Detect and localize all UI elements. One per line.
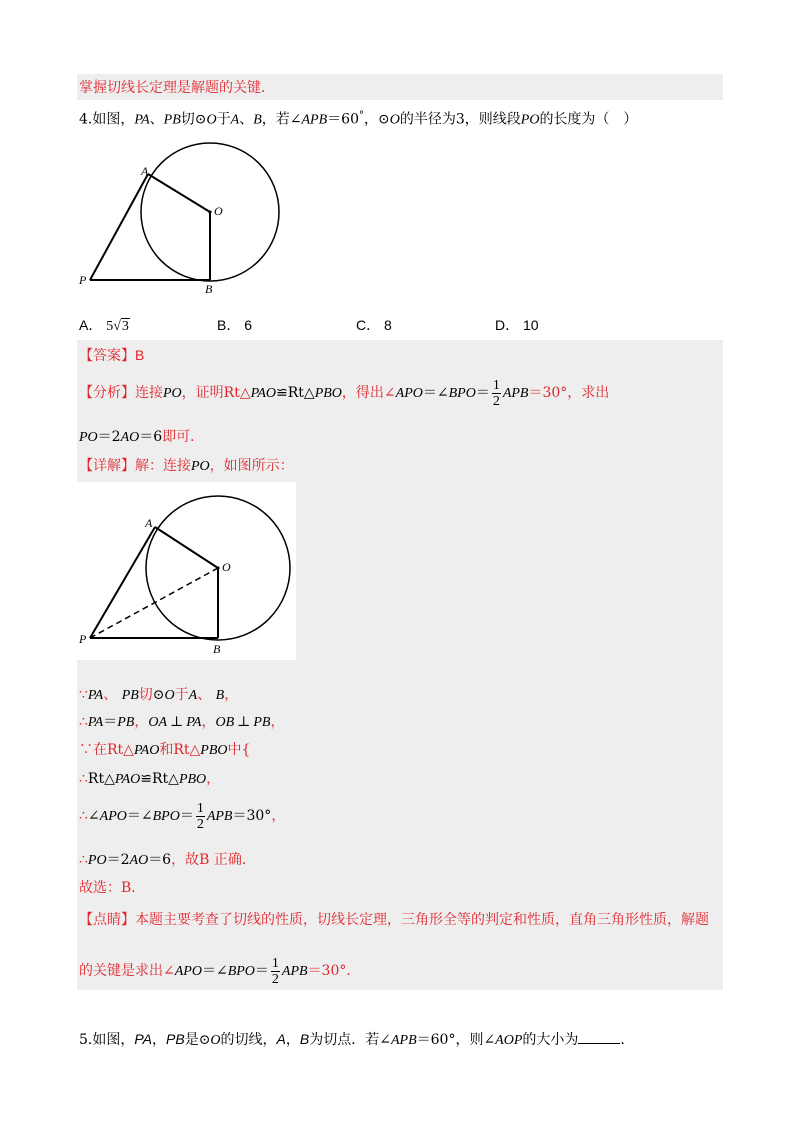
detail-text: 解：连接 bbox=[135, 458, 191, 474]
q4-var: PA bbox=[134, 112, 150, 128]
brace-symbol: { bbox=[241, 742, 251, 758]
center-point bbox=[208, 210, 211, 213]
analysis-text: ≌Rt△ bbox=[276, 385, 315, 401]
option-radicand: 3 bbox=[121, 319, 129, 334]
proof-text: ＝∠ bbox=[126, 808, 153, 824]
comment-line-2 bbox=[79, 955, 360, 988]
analysis-var: BPO bbox=[448, 386, 476, 401]
q5-text: 如图， bbox=[92, 1032, 135, 1048]
option-d bbox=[495, 316, 539, 334]
q4-var: O bbox=[206, 112, 217, 128]
option-c bbox=[356, 316, 392, 334]
q4-text: 、 bbox=[239, 111, 254, 128]
proof-text: ， bbox=[134, 714, 149, 730]
analysis-text: ＝30°，求出 bbox=[528, 385, 610, 401]
q4-var: B bbox=[253, 112, 262, 128]
q4-text: ，若∠ bbox=[261, 111, 302, 128]
proof-var: PBO bbox=[200, 743, 228, 758]
q4-var: O bbox=[389, 112, 400, 128]
q5-var: B bbox=[299, 1031, 310, 1047]
circle-symbol: ⊙ bbox=[152, 687, 165, 703]
circle-symbol: ⊙ bbox=[377, 111, 390, 128]
option-key: B． bbox=[217, 317, 241, 333]
proof-text: 和Rt△ bbox=[159, 742, 201, 758]
label-P: P bbox=[79, 632, 87, 646]
comment-tag: 【点睛】 bbox=[79, 912, 135, 928]
analysis-text: ＝2 bbox=[97, 429, 121, 445]
q4-text: 切 bbox=[180, 111, 195, 128]
analysis-var: PBO bbox=[314, 386, 342, 401]
proof-text: 于 bbox=[174, 687, 189, 703]
proof-var: OA bbox=[148, 715, 168, 730]
proof-text: ＝ bbox=[179, 808, 194, 824]
comment-var: BPO bbox=[227, 964, 255, 979]
fraction-half bbox=[196, 801, 205, 832]
proof-text: ， bbox=[206, 771, 221, 787]
q4-var: APB bbox=[301, 112, 328, 128]
q4-text: 、 bbox=[149, 111, 164, 128]
proof-text: ＝2 bbox=[106, 852, 130, 868]
circle-symbol: ⊙ bbox=[198, 1032, 211, 1048]
comment-text: 的关键是求出∠ bbox=[79, 963, 175, 979]
proof-line-3 bbox=[79, 741, 250, 760]
sqrt-sign: √ bbox=[113, 319, 121, 334]
proof-symbol: ∴ bbox=[79, 852, 88, 868]
tangent-PA bbox=[90, 174, 148, 280]
q5-var: AOP bbox=[495, 1033, 523, 1048]
q4-text: 如图， bbox=[92, 111, 135, 128]
analysis-tag: 【分析】 bbox=[79, 385, 135, 401]
congruent-symbol: ≌ bbox=[140, 771, 153, 787]
label-O: O bbox=[214, 204, 223, 218]
proof-text: 切 bbox=[138, 687, 153, 703]
comment-text: 本题主要考查了切线的性质，切线长定理，三角形全等的判定和性质，直角三角形性质，解题 bbox=[135, 912, 709, 928]
q5-text: ． bbox=[620, 1032, 635, 1048]
fraction-half bbox=[271, 956, 280, 987]
option-key: A． bbox=[79, 317, 103, 333]
analysis-text: 即可． bbox=[162, 429, 205, 445]
proof-var: APO bbox=[99, 809, 127, 824]
q5-var: O bbox=[210, 1033, 221, 1048]
comment-var: APB bbox=[281, 964, 308, 979]
answer-line bbox=[79, 346, 144, 365]
proof-text: ， bbox=[224, 687, 239, 703]
proof-var: PBO bbox=[178, 772, 207, 787]
q4-var: PO bbox=[520, 112, 540, 128]
analysis-text: ，得出∠ bbox=[341, 385, 396, 401]
q5-text: ＝60°，则∠ bbox=[416, 1032, 496, 1048]
analysis-var: PAO bbox=[250, 386, 277, 401]
comment-text: ＝30°． bbox=[307, 963, 361, 979]
q5-text: 的切线， bbox=[220, 1032, 277, 1048]
proof-line-1 bbox=[79, 686, 238, 705]
q4-text: 于 bbox=[216, 111, 231, 128]
q5-var: A bbox=[276, 1031, 286, 1047]
q5-stem bbox=[79, 1030, 634, 1050]
frac-den: 2 bbox=[271, 971, 279, 987]
q4-stem bbox=[79, 107, 637, 130]
q4-text: ＝60 bbox=[327, 111, 359, 128]
q5-number: 5. bbox=[79, 1032, 93, 1048]
proof-var: PAO bbox=[133, 743, 160, 758]
option-key: D． bbox=[495, 317, 520, 333]
answer-blank[interactable] bbox=[578, 1030, 620, 1044]
answer-value: B bbox=[135, 347, 145, 363]
analysis-var: APO bbox=[395, 386, 423, 401]
proof-symbol: ∵ bbox=[79, 742, 93, 758]
proof-line-6 bbox=[79, 851, 256, 870]
proof-symbol: ∴ bbox=[79, 771, 88, 787]
proof-var: PO bbox=[87, 853, 107, 868]
q4-text: 的半径为3，则线段 bbox=[399, 111, 521, 128]
proof-var: BPO bbox=[152, 809, 180, 824]
analysis-text: ＝∠ bbox=[422, 385, 449, 401]
q5-text: 是 bbox=[184, 1032, 199, 1048]
q4-figure bbox=[76, 135, 296, 300]
proof-text: 、 bbox=[197, 687, 216, 703]
proof-symbol: ∵ bbox=[79, 687, 88, 703]
q5-var: APB bbox=[390, 1033, 417, 1048]
detail-line bbox=[79, 457, 294, 476]
proof-text: ＝30° bbox=[232, 808, 272, 824]
analysis-text: ，证明Rt△ bbox=[181, 385, 251, 401]
perp-symbol: ⊥ bbox=[237, 714, 251, 730]
comment-text: ＝∠ bbox=[201, 963, 228, 979]
angle-symbol: ∠ bbox=[87, 808, 100, 824]
proof-text: Rt△ bbox=[87, 771, 115, 787]
proof-text: ＝ bbox=[103, 714, 118, 730]
option-a bbox=[79, 316, 130, 336]
choose-line: 故选：B． bbox=[79, 880, 146, 896]
analysis-line-1 bbox=[79, 377, 609, 410]
proof-text: Rt△ bbox=[152, 771, 179, 787]
option-value: 6 bbox=[244, 317, 253, 333]
proof-symbol: ∴ bbox=[79, 808, 88, 824]
proof-line-5 bbox=[79, 800, 285, 833]
q5-text: 为切点．若∠ bbox=[309, 1032, 391, 1048]
frac-num: 1 bbox=[492, 377, 500, 393]
comment-text: ＝ bbox=[254, 963, 269, 979]
comment-line-1 bbox=[79, 911, 709, 929]
proof-text: 、 bbox=[103, 687, 122, 703]
analysis-text: ＝ bbox=[475, 385, 490, 401]
q4-degree: ° bbox=[358, 110, 364, 121]
proof-var: PAO bbox=[114, 772, 141, 787]
perp-symbol: ⊥ bbox=[170, 714, 184, 730]
q5-text: ， bbox=[285, 1032, 300, 1048]
proof-symbol: ∴ bbox=[79, 714, 88, 730]
analysis-text: ＝6 bbox=[139, 429, 163, 445]
proof-text: ， bbox=[201, 714, 216, 730]
analysis-var: PO bbox=[163, 386, 182, 401]
proof-var: AO bbox=[129, 853, 149, 868]
option-value: 10 bbox=[523, 317, 539, 333]
proof-text: 在Rt△ bbox=[93, 742, 134, 758]
detail-var: PO bbox=[191, 459, 210, 474]
q4-text: ， bbox=[363, 111, 378, 128]
option-key: C． bbox=[356, 317, 381, 333]
proof-var: PB bbox=[117, 715, 135, 730]
prev-note: 掌握切线长定理是解题的关键． bbox=[79, 80, 275, 96]
analysis-var: APB bbox=[502, 386, 529, 401]
proof-var: PA bbox=[87, 715, 104, 730]
proof-var: PB bbox=[121, 688, 139, 703]
fraction-half bbox=[492, 378, 501, 409]
proof-var: PA bbox=[186, 715, 202, 730]
frac-num: 1 bbox=[196, 800, 204, 816]
answer-tag: 【答案】 bbox=[79, 348, 135, 364]
analysis-text: 连接 bbox=[135, 385, 163, 401]
comment-var: APO bbox=[174, 964, 202, 979]
q5-var: PB bbox=[166, 1031, 185, 1047]
center-point bbox=[216, 566, 219, 569]
proof-text: 中 bbox=[227, 742, 242, 758]
q5-var: PA bbox=[134, 1031, 152, 1047]
proof-var: A bbox=[188, 688, 198, 703]
detail-tag: 【详解】 bbox=[79, 458, 135, 474]
label-A: A bbox=[145, 516, 153, 530]
proof-var: APB bbox=[206, 809, 233, 824]
solution-figure bbox=[77, 482, 296, 660]
option-value: 5 bbox=[106, 319, 114, 334]
q4-text: 的长度为（ ） bbox=[539, 111, 638, 128]
radius-OA bbox=[148, 174, 210, 212]
q4-var: A bbox=[230, 112, 240, 128]
proof-line-4 bbox=[79, 770, 220, 789]
proof-text: ＝6 bbox=[148, 852, 172, 868]
label-O: O bbox=[222, 560, 231, 574]
frac-num: 1 bbox=[271, 955, 279, 971]
proof-var: OB bbox=[215, 715, 235, 730]
q4-number: 4. bbox=[79, 111, 93, 128]
label-B: B bbox=[213, 642, 221, 656]
analysis-var: AO bbox=[120, 430, 140, 445]
analysis-line-2 bbox=[79, 428, 204, 447]
proof-var: PB bbox=[253, 715, 271, 730]
q5-text: ， bbox=[152, 1032, 166, 1048]
q4-var: PB bbox=[163, 112, 181, 128]
detail-text: ，如图所示： bbox=[209, 458, 294, 474]
label-P: P bbox=[79, 273, 87, 287]
proof-text: ， bbox=[270, 714, 285, 730]
proof-text: ，故B 正确． bbox=[171, 852, 256, 868]
option-value: 8 bbox=[384, 317, 392, 333]
q5-text: 的大小为 bbox=[522, 1032, 579, 1048]
proof-var: B bbox=[215, 688, 225, 703]
frac-den: 2 bbox=[196, 816, 204, 832]
option-b bbox=[217, 316, 252, 334]
frac-den: 2 bbox=[492, 393, 500, 409]
proof-text: ， bbox=[271, 808, 286, 824]
proof-var: PA bbox=[87, 688, 104, 703]
proof-var: O bbox=[164, 688, 175, 703]
circle-symbol: ⊙ bbox=[194, 111, 207, 128]
label-B: B bbox=[205, 282, 213, 296]
analysis-var: PO bbox=[79, 430, 98, 445]
label-A: A bbox=[141, 164, 149, 178]
proof-line-2 bbox=[79, 713, 284, 732]
